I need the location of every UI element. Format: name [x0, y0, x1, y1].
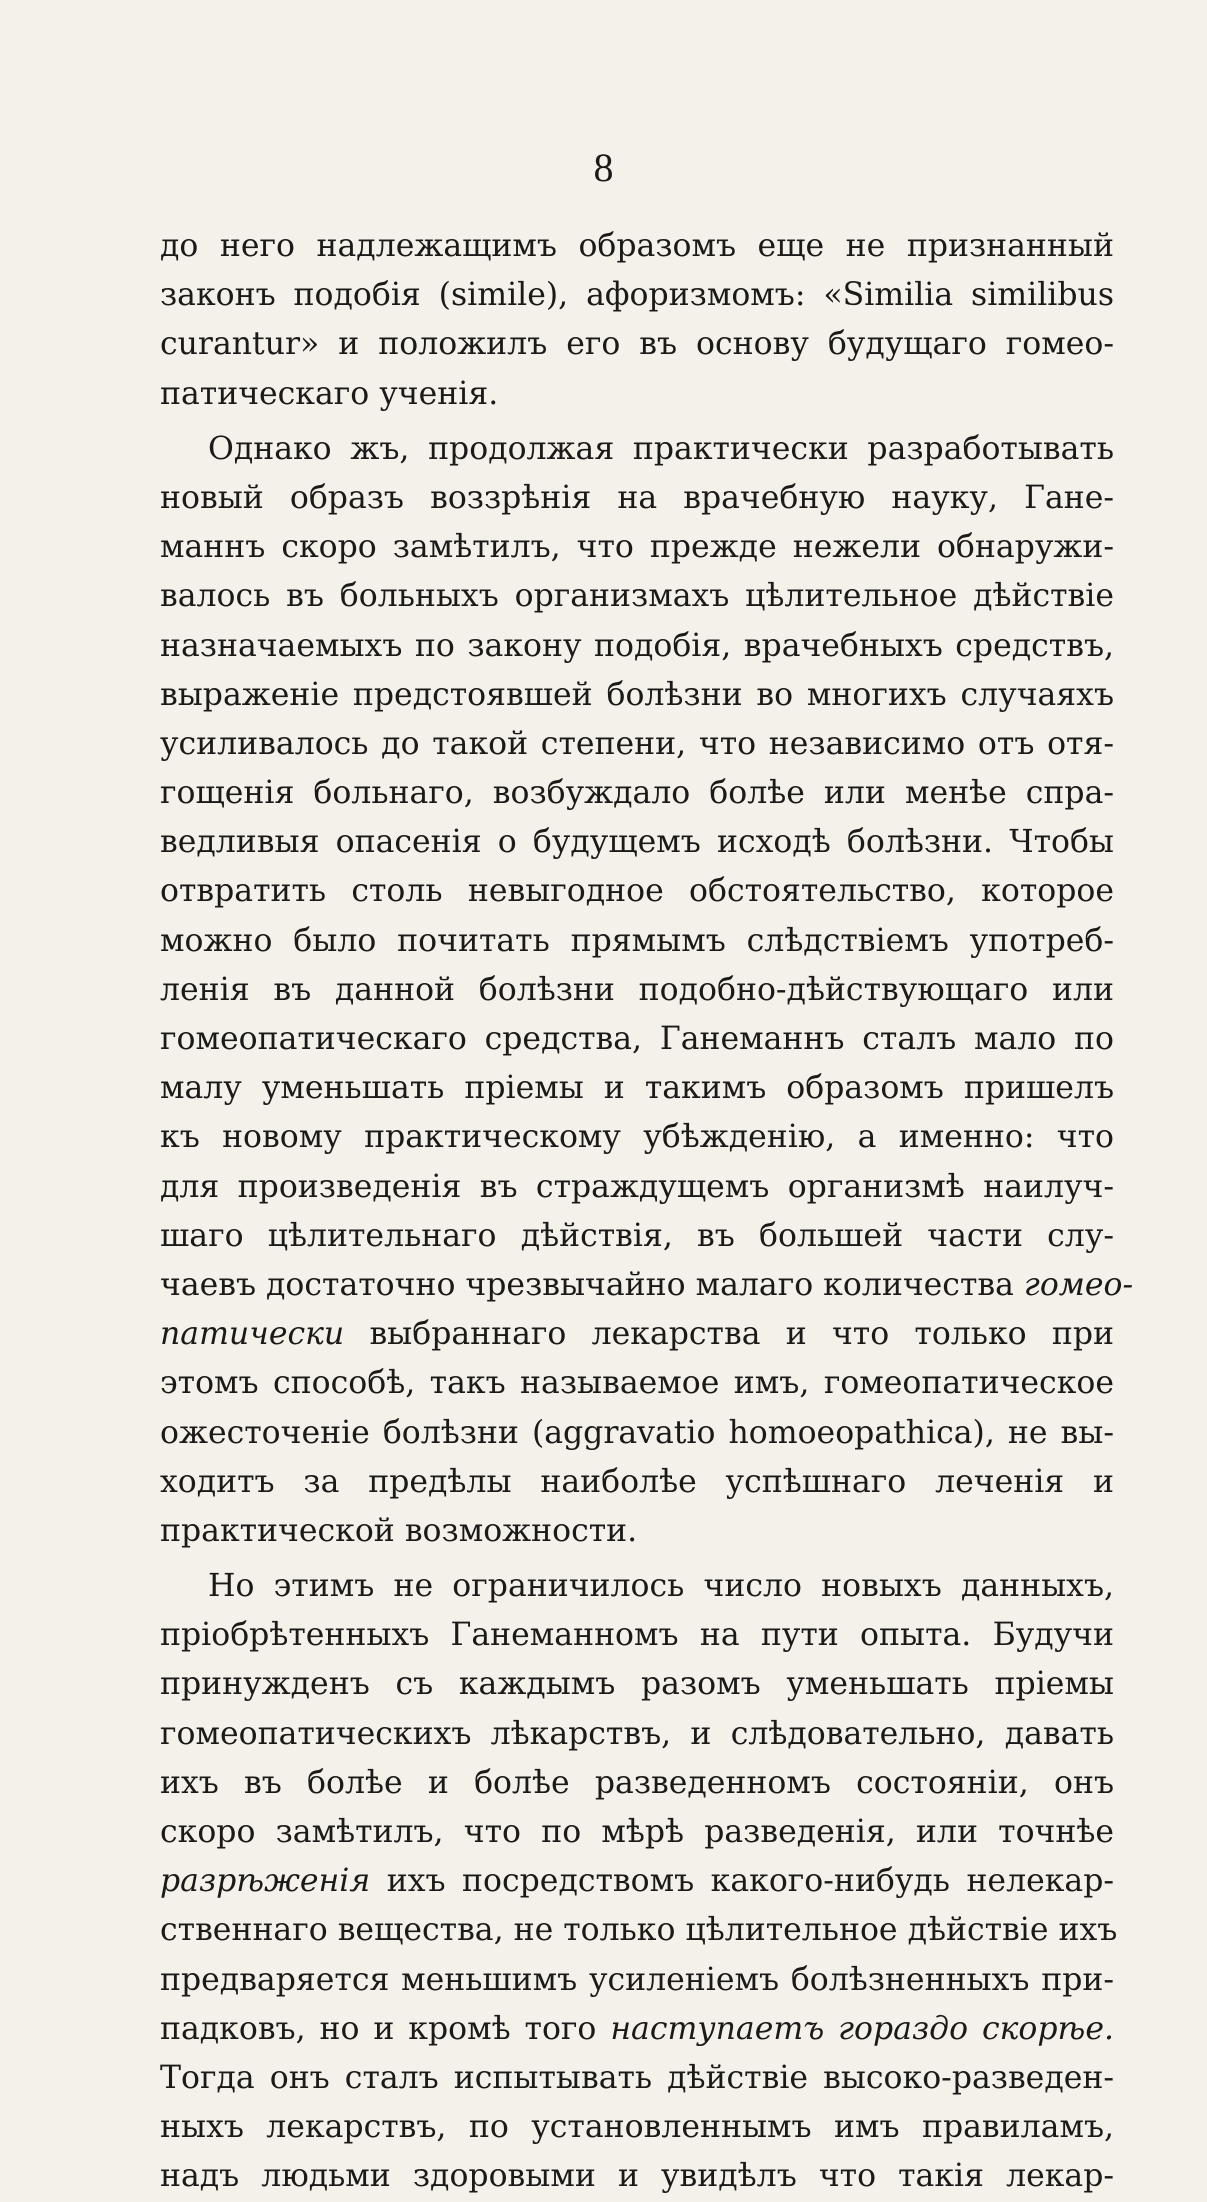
text-line: маннъ скоро замѣтилъ, что прежде нежели обнаружи- [160, 529, 1114, 566]
emphasis-text: наступаетъ гораздо скорѣе. [610, 2010, 1114, 2047]
text-line: гомеопатическаго средства, Ганеманнъ сталъ мало по [160, 1021, 1114, 1057]
text-line: этомъ способѣ, такъ называемое имъ, гомеопатическое [160, 1365, 1114, 1402]
text-line: ожесточеніе болѣзни (aggravatio homoeopathica), не вы- [160, 1414, 1114, 1451]
text-segment: чаевъ достаточно чрезвычайно малаго количества [160, 1266, 1014, 1303]
text-line: къ новому практическому убѣжденію, а именно: что [160, 1119, 1114, 1156]
text-segment: ихъ посредствомъ какого-нибудь нелекар- [386, 1863, 1115, 1900]
text-body [160, 222, 1134, 2202]
text-line: законъ подобія (simile), афоризмомъ: «Similia similibus [160, 277, 1114, 314]
text-line: до него надлежащимъ образомъ еще не признанный [160, 228, 1114, 264]
text-line: предваряется меньшимъ усиленіемъ болѣзненныхъ при- [160, 1961, 1114, 1998]
text-line: Тогда онъ сталъ испытывать дѣйствіе высоко-разведен- [160, 2059, 1114, 2096]
text-line: можно было почитать прямымъ слѣдствіемъ употреб- [160, 922, 1114, 959]
text-line: гомеопатическихъ лѣкарствъ, и слѣдовательно, давать [160, 1715, 1114, 1752]
text-line: усиливалось до такой степени, что независимо отъ отя- [160, 725, 1114, 762]
emphasis-text: разрѣженія [160, 1863, 371, 1900]
text-segment: падковъ, но и кромѣ того [160, 2010, 597, 2047]
text-line: curantur» и положилъ его въ основу будущаго гомео- [160, 326, 1114, 363]
text-line: ственнаго вещества, не только цѣлительное дѣйствіе ихъ [160, 1912, 1118, 1949]
text-line [160, 2005, 1114, 2054]
text-line: скоро замѣтилъ, что по мѣрѣ разведенія, или точнѣе [160, 1814, 1114, 1850]
text-line: отвратить столь невыгодное обстоятельство, которое [160, 873, 1114, 910]
paragraph [160, 425, 1134, 1556]
text-line: пріобрѣтенныхъ Ганеманномъ на пути опыта. Будучи [160, 1617, 1114, 1654]
text-line: для произведенія въ страждущемъ организмѣ наилуч- [160, 1168, 1114, 1205]
text-line: принужденъ съ каждымъ разомъ уменьшать пріемы [160, 1666, 1114, 1703]
text-line: ихъ въ болѣе и болѣе разведенномъ состояніи, онъ [160, 1764, 1114, 1801]
text-line: ныхъ лекарствъ, по установленнымъ имъ правиламъ, [160, 2109, 1114, 2146]
text-line [160, 1310, 1114, 1359]
paragraph [160, 1562, 1118, 2201]
text-line: новый образъ воззрѣнія на врачебную науку, Гане- [160, 479, 1114, 516]
text-line: практической возможности. [160, 1512, 638, 1549]
text-line: малу уменьшать пріемы и такимъ образомъ пришелъ [160, 1070, 1114, 1107]
text-line: Однако жъ, продолжая практически разработывать [208, 430, 1114, 467]
text-line: шаго цѣлительнаго дѣйствія, въ большей части слу- [160, 1217, 1114, 1254]
text-segment: выбраннаго лекарства и что только при [369, 1316, 1114, 1353]
text-line: ленія въ данной болѣзни подобно-дѣйствующаго или [160, 971, 1114, 1008]
text-line: выраженіе предстоявшей болѣзни во многихъ случаяхъ [160, 676, 1114, 713]
text-line: Но этимъ не ограничилось число новыхъ данныхъ, [208, 1568, 1114, 1605]
page-number: 8 [593, 145, 614, 190]
emphasis-text: патически [160, 1316, 345, 1353]
text-line: ходитъ за предѣлы наиболѣе успѣшнаго леченія и [160, 1463, 1114, 1500]
text-line: ведливыя опасенія о будущемъ исходѣ болѣзни. Чтобы [160, 824, 1114, 861]
text-line: валось въ больныхъ организмахъ цѣлительное дѣйствіе [160, 578, 1114, 615]
text-line [160, 1261, 1134, 1310]
text-line: патическаго ученія. [160, 375, 499, 412]
text-line: назначаемыхъ по закону подобія, врачебныхъ средствъ, [160, 627, 1114, 664]
emphasis-text: гомео- [1023, 1266, 1134, 1303]
paragraph [160, 222, 1114, 419]
text-line: гощенія больнаго, возбуждало болѣе или менѣе спра- [160, 775, 1114, 812]
text-line: надъ людьми здоровыми и увидѣлъ что такія лекар- [160, 2158, 1114, 2195]
text-line [160, 1857, 1114, 1906]
